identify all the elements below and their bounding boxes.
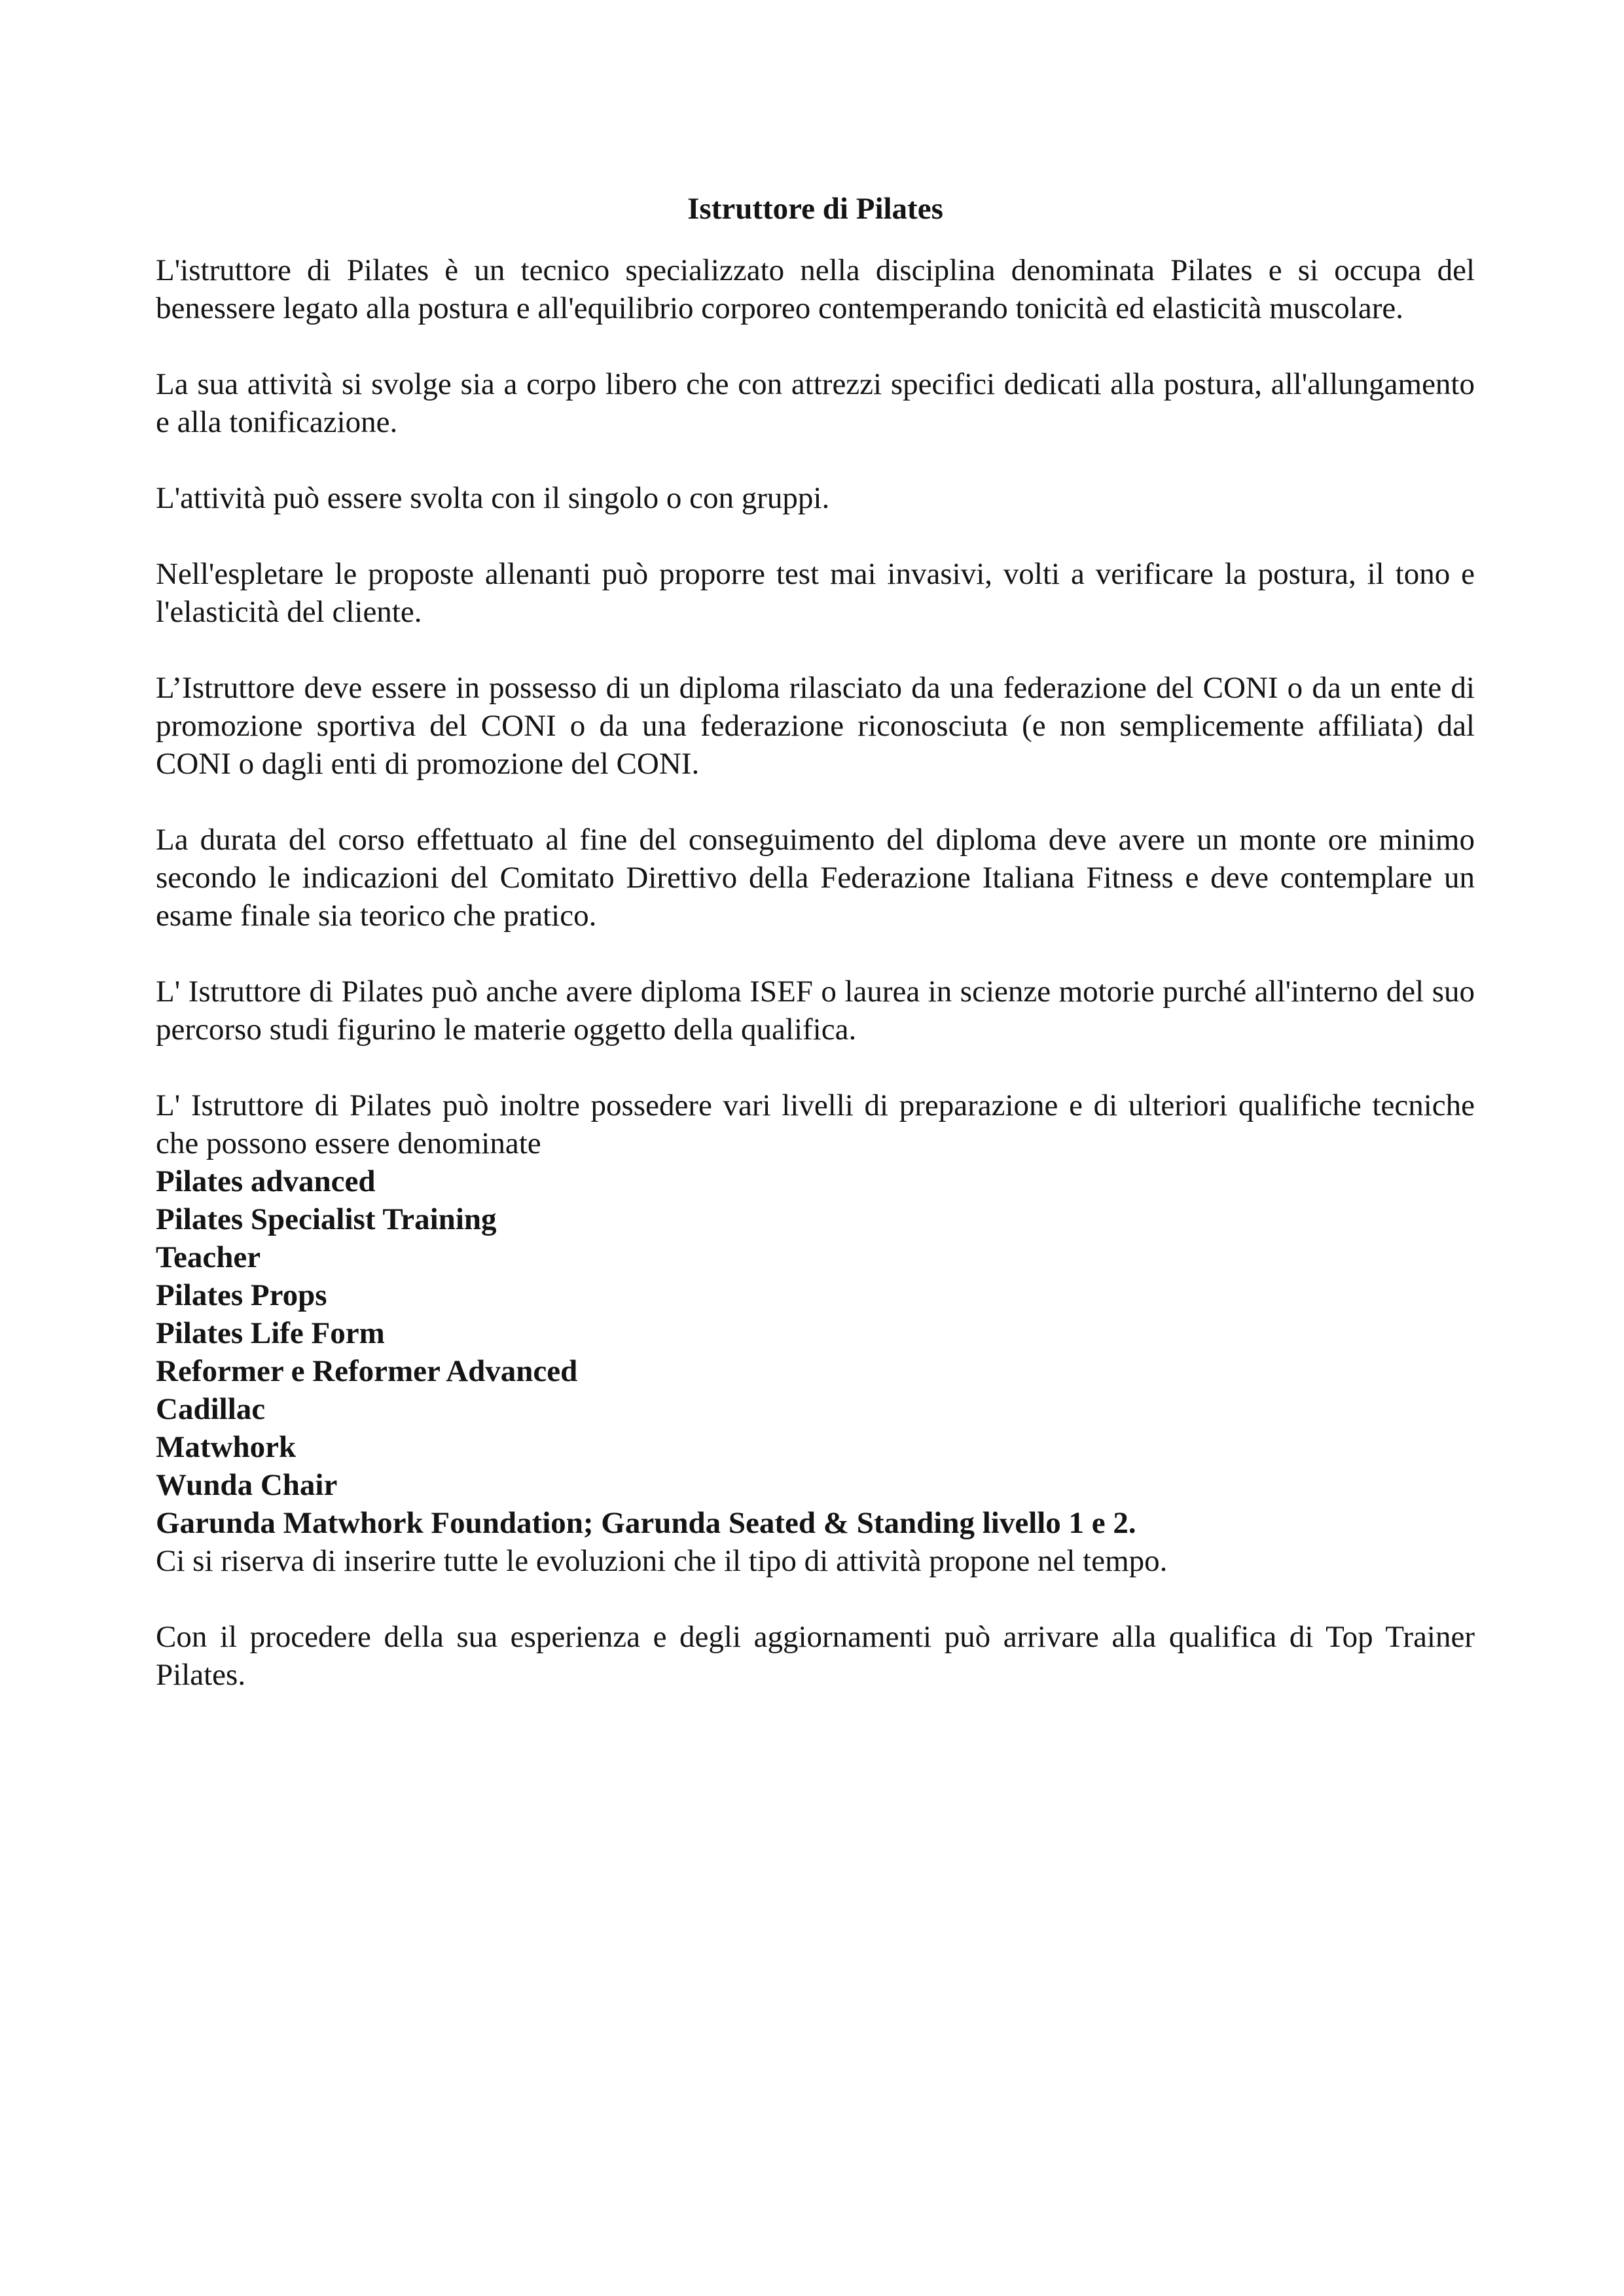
list-item: Pilates Specialist Training [156, 1202, 497, 1236]
paragraph-groups: L'attività può essere svolta con il singolo o con gruppi. [156, 481, 830, 515]
paragraph-course-duration: La durata del corso effettuato al fine del conseguimento del diploma deve avere un monte ore minimo secondo le indicazioni del Comitato Direttivo della Federazione Italiana Fitness e deve contemplare un esame finale sia teorico che pratico. [156, 823, 1475, 933]
paragraph-activity: La sua attività si svolge sia a corpo libero che con attrezzi specifici dedicati alla postura, all'allungamento e alla tonificazione. [156, 367, 1475, 439]
document-title: Istruttore di Pilates [687, 192, 943, 226]
paragraph-isef: L' Istruttore di Pilates può anche avere diploma ISEF o laurea in scienze motorie purché all'interno del suo percorso studi figurino le materie oggetto della qualifica. [156, 975, 1475, 1047]
list-item: Matwhork [156, 1430, 297, 1464]
paragraph-closing: Con il procedere della sua esperienza e degli aggiornamenti può arrivare alla qualifica di Top Trainer Pilates. [156, 1620, 1475, 1692]
list-item: Pilates Life Form [156, 1316, 385, 1350]
paragraph-definition: L'istruttore di Pilates è un tecnico specializzato nella disciplina denominata Pilates e si occupa del benessere legato alla postura e all'equilibrio corporeo contemperando tonicità ed elasticità muscolare. [156, 253, 1475, 325]
list-item: Teacher [156, 1240, 261, 1274]
paragraph-levels: L' Istruttore di Pilates può inoltre possedere vari livelli di preparazione e di ulteriori qualifiche tecniche che possono essere denominate [156, 1088, 1475, 1160]
list-item: Wunda Chair [156, 1468, 338, 1502]
list-item: Pilates Props [156, 1278, 327, 1312]
list-item: Reformer e Reformer Advanced [156, 1354, 578, 1388]
paragraph-diploma: L’Istruttore deve essere in possesso di un diploma rilasciato da una federazione del CONI o da un ente di promozione sportiva del CONI o da una federazione riconosciuta (e non semplicemente affiliata) dal CONI o dagli enti di promozione del CONI. [156, 671, 1475, 781]
document-body [156, 190, 1475, 1732]
list-item: Pilates advanced [156, 1164, 376, 1198]
list-item: Cadillac [156, 1392, 266, 1426]
list-item: Garunda Matwhork Foundation; Garunda Seated & Standing livello 1 e 2. [156, 1506, 1136, 1540]
qualifications-list [156, 1162, 1475, 1542]
paragraph-tests: Nell'espletare le proposte allenanti può proporre test mai invasivi, volti a verificare la postura, il tono e l'elasticità del cliente. [156, 557, 1475, 629]
reservation-note: Ci si riserva di inserire tutte le evoluzioni che il tipo di attività propone nel tempo. [156, 1544, 1168, 1578]
